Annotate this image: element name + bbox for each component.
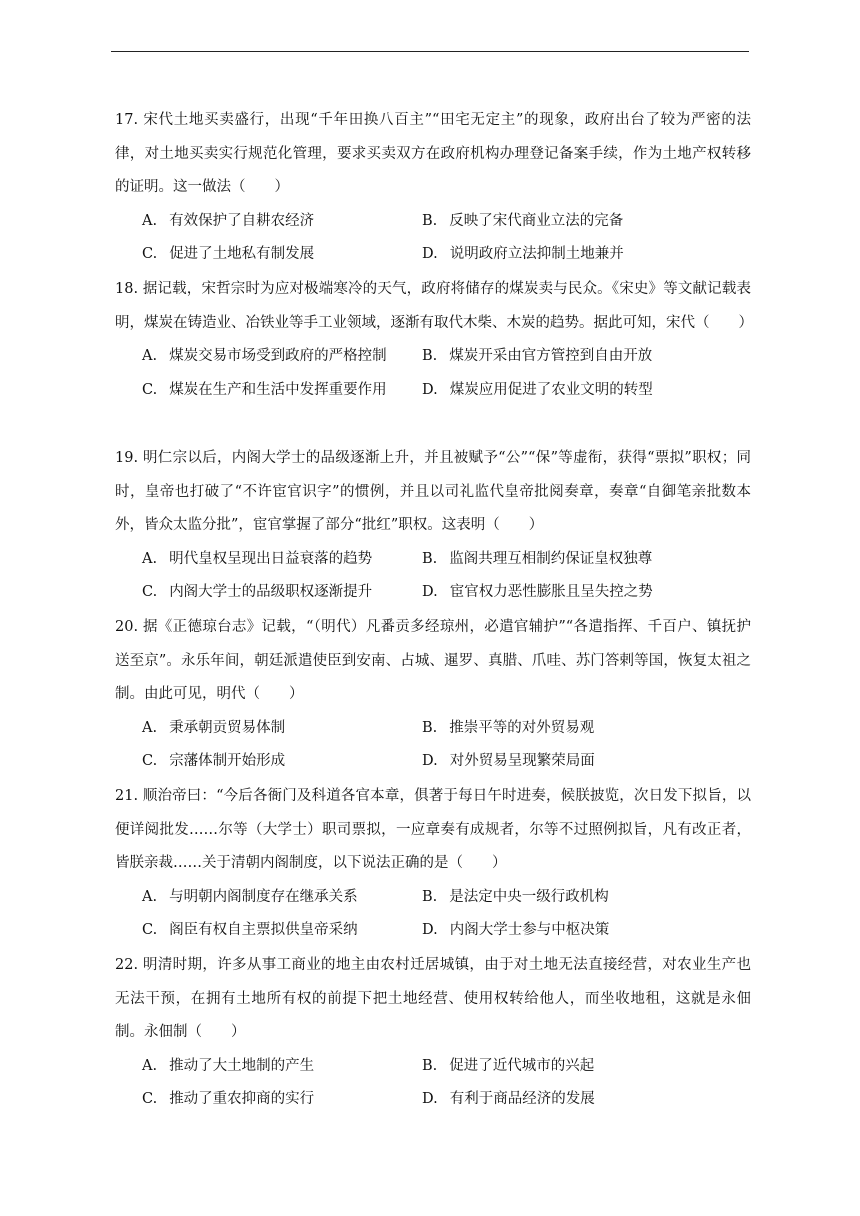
header-rule: [111, 51, 749, 52]
option-text: 宦官权力恶性膨胀且呈失控之势: [449, 584, 653, 601]
option-b[interactable]: [422, 712, 751, 746]
option-text: 宗藩体制开始形成: [169, 753, 286, 770]
question-19: [115, 442, 751, 610]
question-18: [115, 273, 751, 407]
question-stem: 20. 据《正德琼台志》记载，“（明代）凡番贡多经琼州，必遣官辅护”“各遣指挥、千百户、镇抚护送至京”。永乐年间，朝廷派遣使臣到安南、占城、暹罗、真腊、爪哇、苏门答剌等国，恢复太祖之制。由此可见，明代（ ）: [115, 619, 751, 703]
option-c[interactable]: [115, 914, 422, 948]
option-c[interactable]: [115, 745, 422, 779]
option-a[interactable]: [115, 340, 422, 374]
question-stem: 21. 顺治帝曰：“今后各衙门及科道各官本章，俱著于每日午时进奏，候朕披览，次日发下拟旨，以便详阅批发……尔等（大学士）职司票拟，一应章奏有成规者，尔等不过照例拟旨，凡有改正者，皆朕亲裁……关于清朝内阁制度，以下说法正确的是（ ）: [115, 788, 751, 872]
question-stem: 17. 宋代土地买卖盛行，出现“千年田换八百主”“田宅无定主”的现象，政府出台了较为严密的法律，对土地买卖实行规范化管理，要求买卖双方在政府机构办理登记备案手续，作为土地产权转移的证明。这一做法（ ）: [115, 112, 751, 196]
option-text: 监阁共理互相制约保证皇权独尊: [449, 550, 653, 567]
option-b[interactable]: [422, 340, 751, 374]
option-text: 煤炭在生产和生活中发挥重要作用: [169, 381, 387, 398]
option-b[interactable]: [422, 543, 751, 577]
question-22: [115, 949, 751, 1117]
option-c[interactable]: [115, 1083, 422, 1117]
option-letter: B.: [422, 550, 438, 567]
option-list: [115, 340, 751, 407]
option-list: [115, 881, 751, 948]
option-a[interactable]: [115, 543, 422, 577]
option-letter: B.: [422, 1057, 438, 1074]
option-letter: C.: [142, 753, 158, 770]
question-20: [115, 611, 751, 779]
option-letter: C.: [142, 381, 158, 398]
option-letter: C.: [142, 246, 158, 263]
option-letter: A.: [142, 888, 158, 905]
option-text: 推动了大土地制的产生: [169, 1057, 315, 1074]
option-letter: B.: [422, 348, 438, 365]
option-b[interactable]: [422, 205, 751, 239]
option-text: 对外贸易呈现繁荣局面: [449, 753, 595, 770]
option-letter: D.: [422, 1091, 438, 1108]
question-17: [115, 104, 751, 272]
option-text: 促进了土地私有制发展: [169, 246, 315, 263]
option-list: [115, 205, 751, 272]
option-b[interactable]: [422, 1050, 751, 1084]
option-letter: B.: [422, 888, 438, 905]
option-list: [115, 543, 751, 610]
option-letter: A.: [142, 550, 158, 567]
option-text: 说明政府立法抑制土地兼并: [449, 246, 624, 263]
option-letter: D.: [422, 753, 438, 770]
question-stem: 19. 明仁宗以后，内阁大学士的品级逐渐上升，并且被赋予“公”“保”等虚衔，获得“票拟”职权；同时，皇帝也打破了“不许宦官识字”的惯例，并且以司礼监代皇帝批阅奏章，奏章“自御笔亲批数本外，皆众太监分批”，宦官掌握了部分“批红”职权。这表明（ ）: [115, 450, 751, 534]
option-a[interactable]: [115, 1050, 422, 1084]
option-d[interactable]: [422, 576, 751, 610]
option-letter: A.: [142, 719, 158, 736]
option-text: 明代皇权呈现出日益衰落的趋势: [169, 550, 373, 567]
option-d[interactable]: [422, 745, 751, 779]
question-stem: 18. 据记载，宋哲宗时为应对极端寒冷的天气，政府将储存的煤炭卖与民众。《宋史》等文献记载表明，煤炭在铸造业、冶铁业等手工业领域，逐渐有取代木柴、木炭的趋势。据此可知，宋代（ ）: [115, 281, 753, 331]
option-text: 是法定中央一级行政机构: [449, 888, 609, 905]
question-stem: 22. 明清时期，许多从事工商业的地主由农村迁居城镇，由于对土地无法直接经营，对农业生产也无法干预，在拥有土地所有权的前提下把土地经营、使用权转给他人，而坐收地租，这就是永佃制。永佃制（ ）: [115, 957, 751, 1041]
option-d[interactable]: [422, 1083, 751, 1117]
option-list: [115, 1050, 751, 1117]
option-letter: A.: [142, 1057, 158, 1074]
option-a[interactable]: [115, 881, 422, 915]
option-list: [115, 712, 751, 779]
option-letter: D.: [422, 922, 438, 939]
option-text: 内阁大学士参与中枢决策: [449, 922, 610, 939]
option-letter: D.: [422, 584, 438, 601]
question-21: [115, 780, 751, 948]
option-text: 与明朝内阁制度存在继承关系: [169, 888, 358, 905]
option-a[interactable]: [115, 205, 422, 239]
option-letter: A.: [142, 348, 158, 365]
option-d[interactable]: [422, 374, 751, 408]
option-text: 阁臣有权自主票拟供皇帝采纳: [169, 922, 358, 939]
option-d[interactable]: [422, 238, 751, 272]
option-c[interactable]: [115, 576, 422, 610]
option-letter: B.: [422, 719, 438, 736]
option-letter: C.: [142, 1091, 158, 1108]
option-a[interactable]: [115, 712, 422, 746]
option-text: 秉承朝贡贸易体制: [169, 719, 286, 736]
option-c[interactable]: [115, 238, 422, 272]
option-text: 有效保护了自耕农经济: [169, 212, 315, 229]
option-text: 推动了重农抑商的实行: [169, 1091, 315, 1108]
option-text: 煤炭交易市场受到政府的严格控制: [169, 348, 387, 365]
option-c[interactable]: [115, 374, 422, 408]
option-text: 内阁大学士的品级职权逐渐提升: [169, 584, 373, 601]
option-letter: C.: [142, 922, 158, 939]
option-text: 反映了宋代商业立法的完备: [449, 212, 624, 229]
option-text: 促进了近代城市的兴起: [449, 1057, 595, 1074]
option-text: 有利于商品经济的发展: [449, 1091, 595, 1108]
option-letter: C.: [142, 584, 158, 601]
option-d[interactable]: [422, 914, 751, 948]
option-letter: D.: [422, 381, 438, 398]
option-text: 煤炭开采由官方管控到自由开放: [449, 348, 653, 365]
option-b[interactable]: [422, 881, 751, 915]
option-letter: A.: [142, 212, 158, 229]
option-text: 推崇平等的对外贸易观: [449, 719, 595, 736]
option-letter: D.: [422, 246, 438, 263]
option-letter: B.: [422, 212, 438, 229]
option-text: 煤炭应用促进了农业文明的转型: [449, 381, 653, 398]
